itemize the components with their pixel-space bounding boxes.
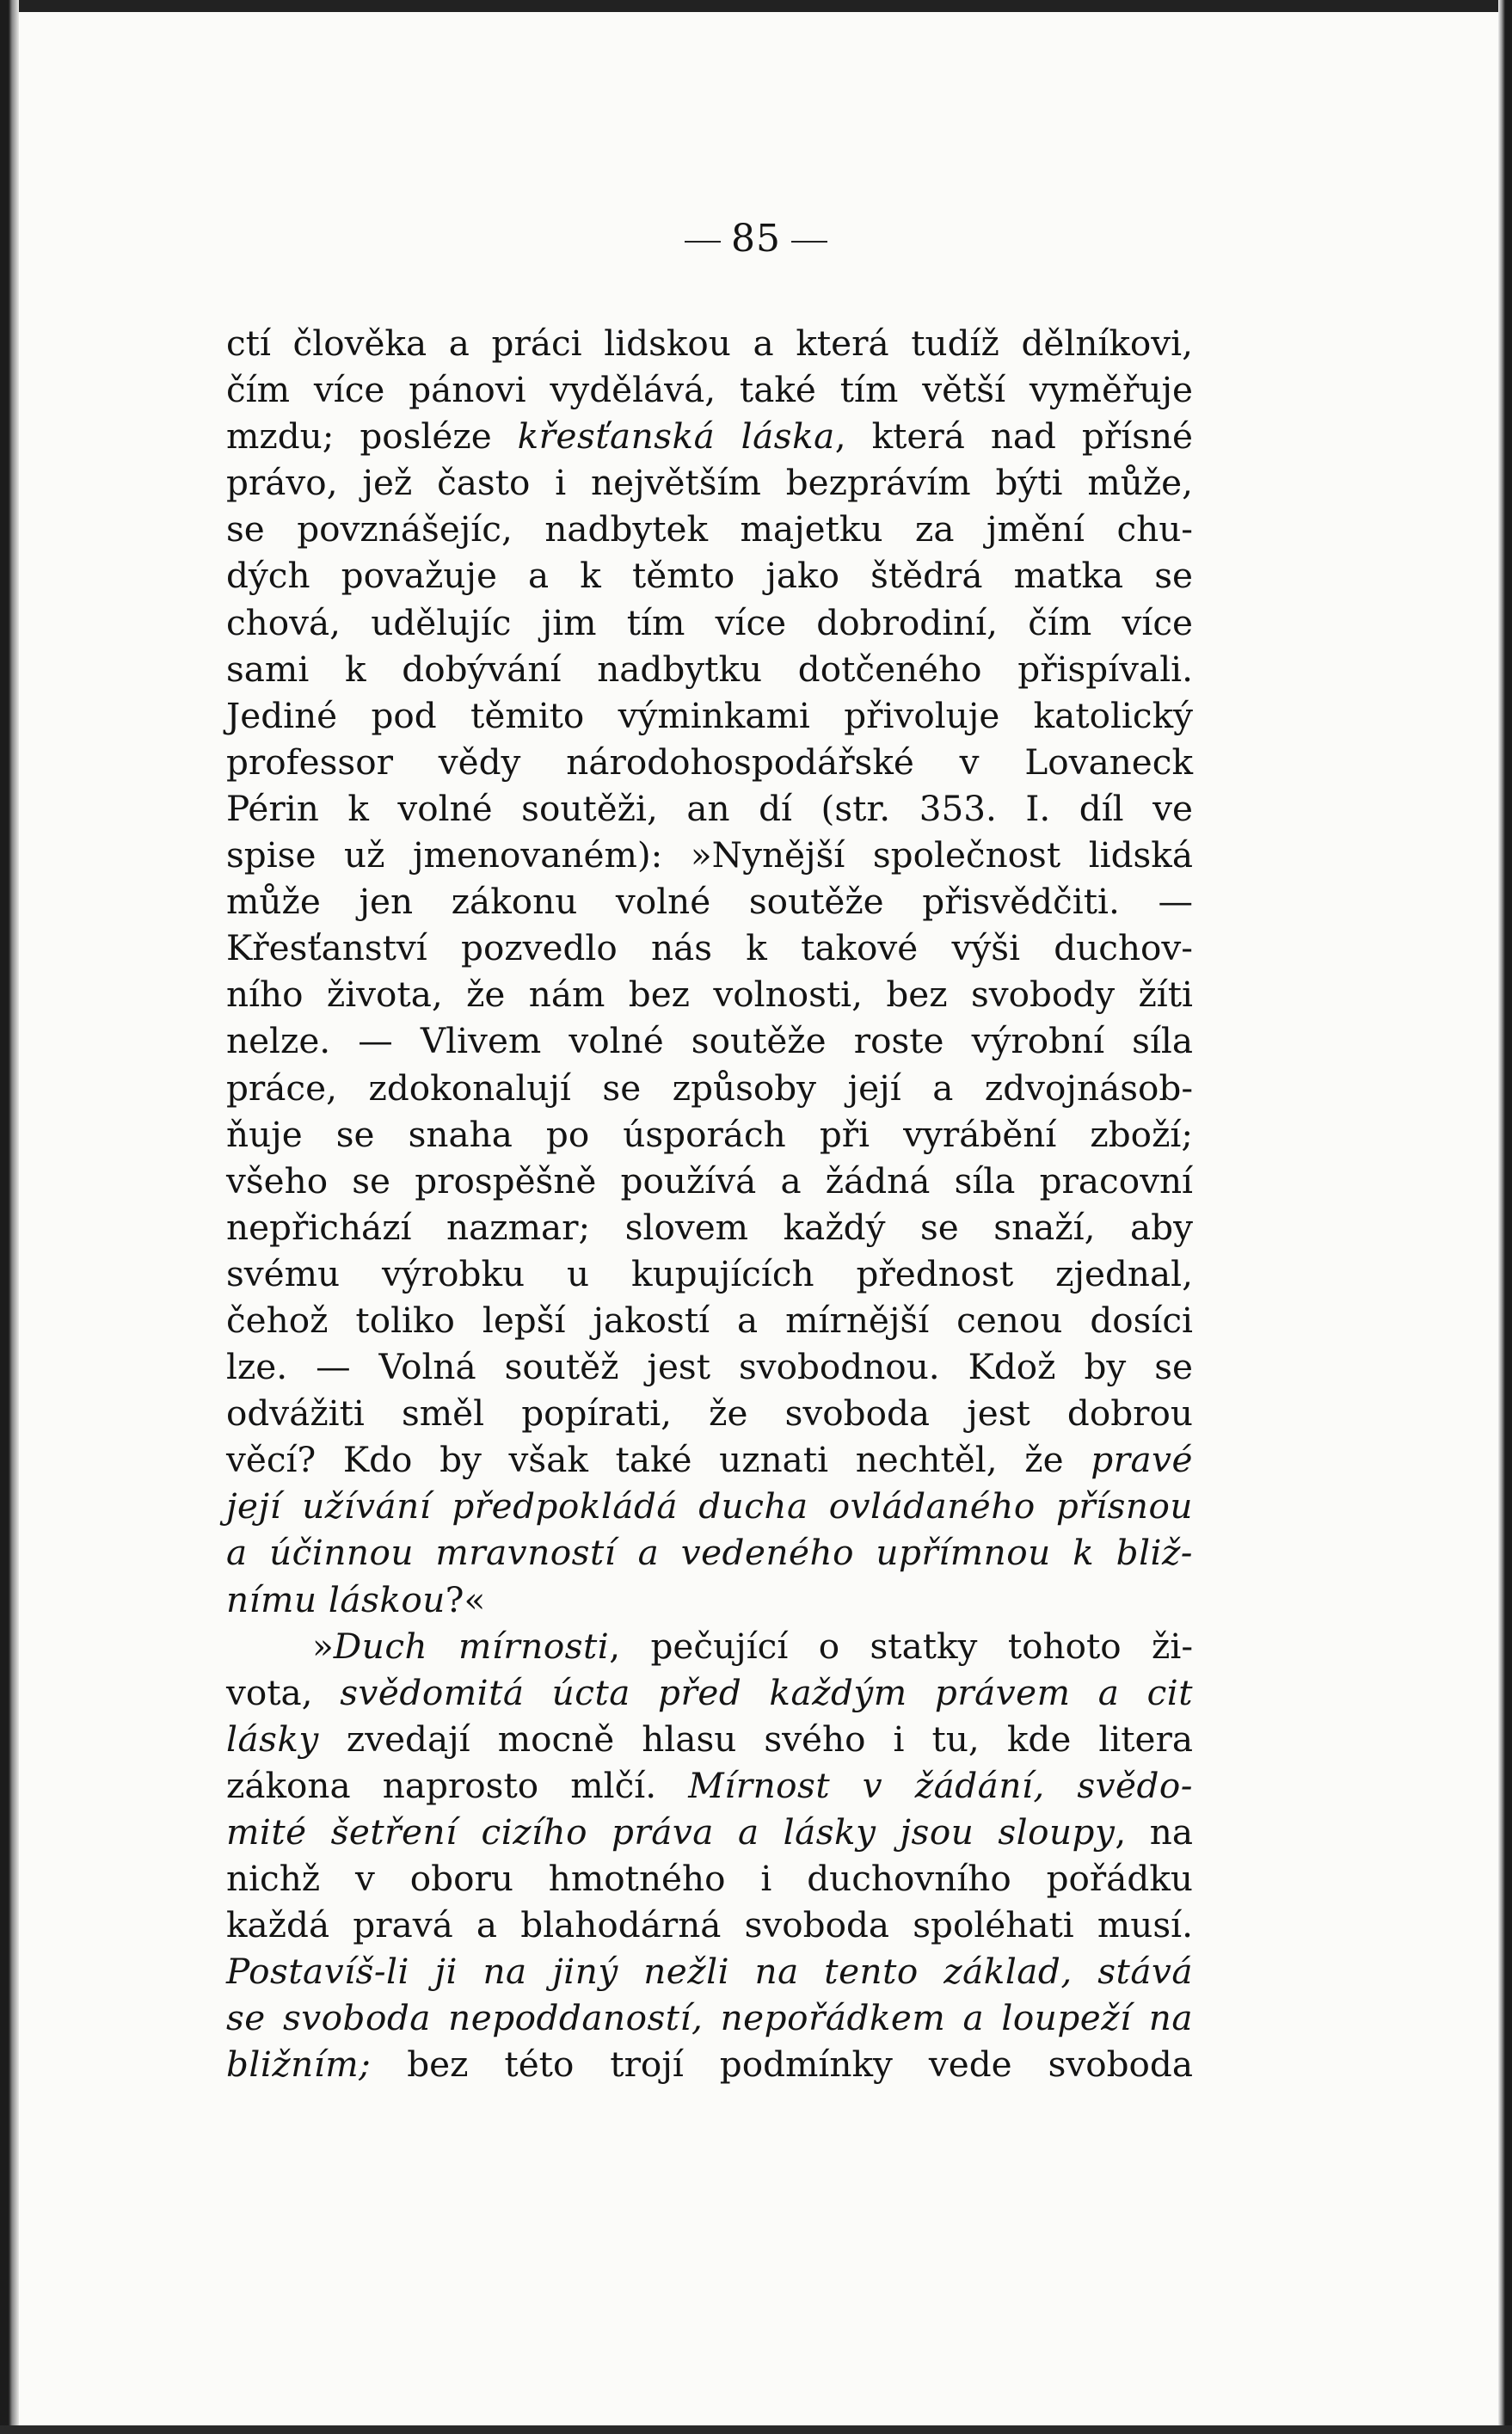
text-line	[226, 1529, 1193, 1576]
text-segment: zákona naprosto mlčí.	[226, 1764, 689, 1806]
text-segment: svému výrobku u kupujících přednost zjednal,	[226, 1252, 1193, 1294]
text-line	[226, 506, 1193, 552]
italic-segment: její užívání předpokládá ducha ovládaného přísnou	[226, 1485, 1193, 1527]
text-line	[226, 2041, 1193, 2087]
text-segment: odvážiti směl popírati, že svoboda jest dobrou	[226, 1392, 1193, 1435]
text-line	[226, 413, 1193, 459]
text-segment: čehož toliko lepší jakostí a mírnější cenou dosíci	[226, 1299, 1193, 1341]
text-segment: , která nad přísné	[834, 415, 1193, 458]
text-segment: nelze. — Vlivem volné soutěže roste výrobní síla	[226, 1020, 1193, 1062]
text-segment: se povznášejíc, nadbytek majetku za jmění chu-	[226, 508, 1193, 550]
text-line	[226, 366, 1193, 413]
text-line	[226, 1158, 1193, 1204]
text-line	[226, 599, 1193, 646]
text-segment: ňuje se snaha po úsporách při vyrábění zboží;	[226, 1113, 1193, 1155]
text-line	[226, 1855, 1193, 1902]
text-line	[226, 459, 1193, 506]
italic-segment: Postavíš-li ji na jiný nežli na tento základ, stává	[226, 1951, 1193, 1993]
text-segment: , pečující o statky tohoto ži-	[609, 1625, 1194, 1667]
scan-border-right	[1498, 0, 1512, 2434]
text-line	[226, 1390, 1193, 1436]
text-line	[226, 692, 1193, 739]
body-text	[226, 320, 1193, 2088]
text-line	[226, 739, 1193, 785]
header-dash-right	[791, 241, 827, 243]
text-line	[226, 1017, 1193, 1064]
text-segment: Périn k volné soutěži, an dí (str. 353. I. díl ve	[226, 787, 1193, 829]
italic-segment: mité šetření cizího práva a lásky jsou sloupy	[226, 1811, 1116, 1853]
text-line	[226, 646, 1193, 692]
text-segment: bez této trojí podmínky vede svoboda	[371, 2044, 1193, 2086]
text-segment: čím více pánovi vydělává, také tím větší vyměřuje	[226, 369, 1193, 411]
text-segment: , na	[1115, 1811, 1193, 1853]
text-line	[226, 1669, 1193, 1716]
italic-segment: a účinnou mravností a vedeného upřímnou k bliž-	[226, 1532, 1193, 1574]
text-line	[226, 971, 1193, 1017]
text-segment: zvedají mocně hlasu svého i tu, kde litera	[318, 1718, 1193, 1760]
text-line	[226, 1623, 1193, 1669]
text-line	[226, 925, 1193, 971]
text-line	[226, 878, 1193, 925]
text-segment: všeho se prospěšně používá a žádná síla pracovní	[226, 1159, 1193, 1202]
italic-segment: Mírnost v žádání, svědo-	[688, 1764, 1193, 1806]
text-line	[226, 1995, 1193, 2041]
text-segment: může jen zákonu volné soutěže přisvědčiti. —	[226, 881, 1193, 923]
text-line	[226, 1251, 1193, 1297]
text-segment: nichž v oboru hmotného i duchovního pořádku	[226, 1858, 1193, 1900]
text-line	[226, 1297, 1193, 1343]
text-line	[226, 1111, 1193, 1158]
text-line	[226, 1762, 1193, 1809]
text-segment: sami k dobývání nadbytku dotčeného přispívali.	[226, 648, 1193, 690]
italic-segment: nímu láskou	[226, 1578, 446, 1620]
text-line	[226, 1716, 1193, 1762]
text-segment: ctí člověka a práci lidskou a která tudíž dělníkovi,	[226, 323, 1193, 364]
text-line	[226, 1065, 1193, 1111]
text-line	[226, 1902, 1193, 1948]
text-segment: ?«	[445, 1578, 486, 1620]
page-number: 85	[731, 217, 781, 261]
text-segment: každá pravá a blahodárná svoboda spoléhati musí.	[226, 1904, 1193, 1946]
page-header	[0, 217, 1512, 261]
text-segment: lze. — Volná soutěž jest svobodnou. Kdož by se	[226, 1346, 1193, 1388]
text-line	[226, 785, 1193, 832]
text-segment: Křesťanství pozvedlo nás k takové výši duchov-	[226, 927, 1193, 969]
text-line	[226, 1577, 1193, 1623]
text-segment: věcí? Kdo by však také uznati nechtěl, že	[226, 1439, 1091, 1481]
text-segment: práce, zdokonalují se způsoby její a zdvojnásob-	[226, 1066, 1193, 1109]
text-line	[226, 1204, 1193, 1251]
text-segment: mzdu; posléze	[226, 415, 518, 458]
text-segment: právo, jež často i největším bezprávím býti může,	[226, 462, 1193, 504]
text-segment: nepřichází nazmar; slovem každý se snaží, aby	[226, 1206, 1193, 1248]
scan-border-bottom	[0, 2425, 1512, 2434]
text-line	[226, 552, 1193, 599]
scan-border-left	[0, 0, 19, 2434]
italic-segment: Duch mírnosti	[333, 1625, 610, 1667]
text-segment: chová, udělujíc jim tím více dobrodiní, čím více	[226, 601, 1193, 643]
italic-segment: se svoboda nepoddaností, nepořádkem a loupeží na	[226, 1997, 1193, 2039]
header-dash-left	[685, 241, 721, 243]
text-segment: Jediné pod těmito výminkami přivoluje katolický	[226, 694, 1193, 736]
text-line	[226, 1483, 1193, 1529]
italic-segment: lásky	[226, 1718, 319, 1760]
text-line	[226, 1343, 1193, 1390]
text-segment: »	[312, 1625, 334, 1667]
text-line	[226, 1436, 1193, 1483]
italic-segment: pravé	[1091, 1439, 1193, 1481]
text-line	[226, 832, 1193, 878]
text-segment: professor vědy národohospodářské v Lovaneck	[226, 741, 1193, 783]
text-segment: ního života, že nám bez volnosti, bez svobody žíti	[226, 974, 1193, 1016]
text-segment: vota,	[226, 1671, 341, 1713]
text-line	[226, 1948, 1193, 1995]
text-segment: dých považuje a k těmto jako štědrá matka se	[226, 555, 1193, 597]
italic-segment: křesťanská láska	[517, 415, 835, 458]
italic-segment: svědomitá úcta před každým právem a cit	[340, 1671, 1193, 1713]
text-line	[226, 320, 1193, 366]
text-line	[226, 1809, 1193, 1855]
scan-border-top	[0, 0, 1512, 12]
text-segment: spise už jmenovaném): »Nynější společnost lidská	[226, 834, 1193, 876]
italic-segment: bližním;	[226, 2044, 372, 2086]
